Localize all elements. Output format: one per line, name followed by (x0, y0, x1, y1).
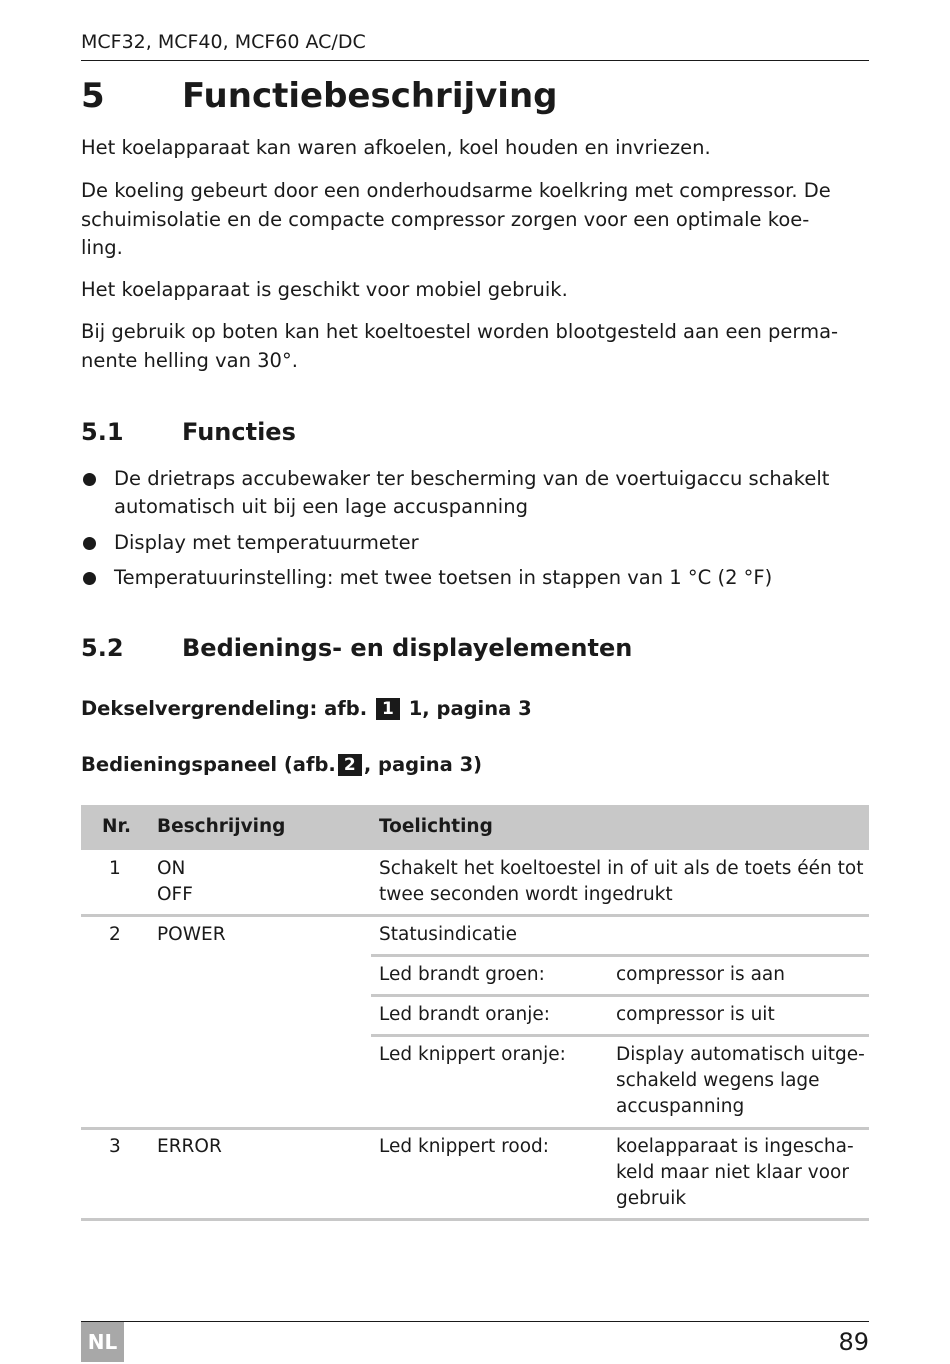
bullet-icon (83, 572, 96, 585)
row2-sub1-value: compressor is aan (616, 964, 785, 985)
section-title: Functiebeschrijving (182, 76, 558, 116)
row1-description: ON OFF (157, 858, 193, 905)
subsection-title: Functies (182, 418, 296, 446)
column-header-explanation: Toelichting (379, 816, 493, 837)
subrow-divider (371, 1034, 869, 1037)
row-divider (81, 1127, 869, 1130)
control-panel-reference: Bedieningspaneel (afb. 2 , pagina 3) (81, 753, 483, 776)
paragraph-1: Het koelapparaat kan waren afkoelen, koel houden en invriezen. (81, 136, 711, 159)
bullet-icon (83, 537, 96, 550)
row3-label: Led knippert rood: (379, 1136, 549, 1157)
footer-rule (81, 1321, 869, 1322)
row2-explanation: Statusindicatie (379, 924, 517, 945)
figure-number-badge: 2 (338, 754, 362, 776)
row3-value: koelapparaat is ingescha- keld maar niet klaar voor gebruik (616, 1136, 854, 1209)
row2-sub2-value: compressor is uit (616, 1004, 775, 1025)
row1-nr: 1 (109, 858, 121, 879)
row2-sub3-label: Led knippert oranje: (379, 1044, 566, 1065)
subsection-title: Bedienings- en displayelementen (182, 634, 633, 662)
paragraph-3: Het koelapparaat is geschikt voor mobiel gebruik. (81, 278, 568, 301)
paragraph-2: De koeling gebeurt door een onderhoudsarme koelkring met compressor. De schuimisolatie en de compacte compressor zorgen voor een optimale koe- ling. (81, 179, 831, 259)
row2-nr: 2 (109, 924, 121, 945)
section-number: 5 (81, 76, 105, 116)
lid-lock-reference: Dekselvergrendeling: afb. 1 1, pagina 3 (81, 697, 532, 720)
paragraph-4: Bij gebruik op boten kan het koeltoestel worden blootgesteld aan een perma- nente helling van 30°. (81, 320, 839, 372)
bullet-icon (83, 473, 96, 486)
column-header-nr: Nr. (102, 816, 131, 837)
running-header: MCF32, MCF40, MCF60 AC/DC (81, 31, 366, 53)
page-number: 89 (838, 1328, 869, 1356)
row2-sub1-label: Led brandt groen: (379, 964, 545, 985)
row-divider (81, 914, 869, 917)
subsection-number: 5.1 (81, 418, 124, 446)
row2-sub3-value: Display automatisch uitge- schakeld wegens lage accuspanning (616, 1044, 865, 1117)
table-bottom-rule (81, 1218, 869, 1221)
row2-description: POWER (157, 924, 226, 945)
language-badge: NL (81, 1322, 124, 1362)
row3-description: ERROR (157, 1136, 222, 1157)
column-header-description: Beschrijving (157, 816, 286, 837)
table-header (81, 805, 869, 850)
row1-explanation: Schakelt het koeltoestel in of uit als de toets één tot twee seconden wordt ingedrukt (379, 858, 864, 905)
header-rule (81, 60, 869, 61)
subrow-divider (371, 994, 869, 997)
figure-number-badge: 1 (376, 698, 400, 720)
subsection-number: 5.2 (81, 634, 124, 662)
row2-sub2-label: Led brandt oranje: (379, 1004, 551, 1025)
subrow-divider (371, 954, 869, 957)
row3-nr: 3 (109, 1136, 121, 1157)
